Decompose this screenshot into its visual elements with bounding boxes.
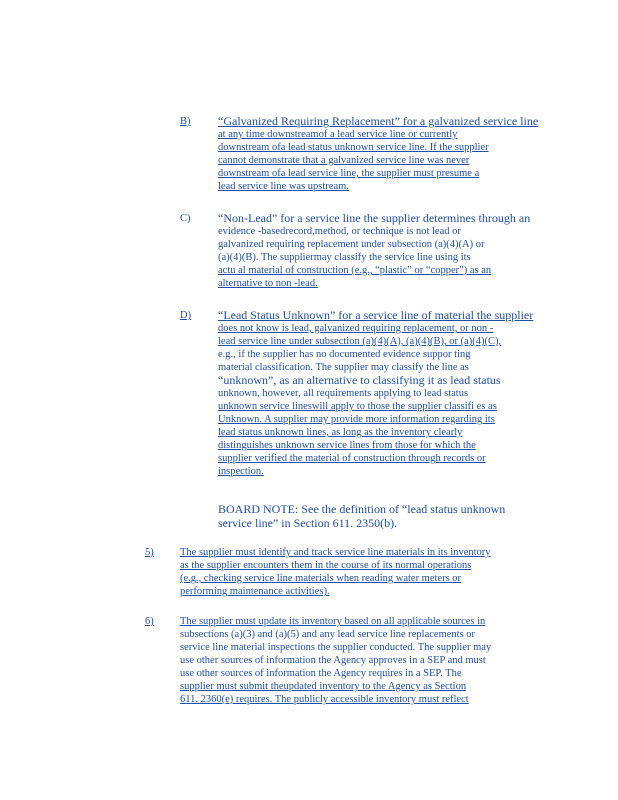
item-label-b: B) bbox=[180, 116, 191, 127]
item-d-line: Unknown. A supplier may provide more information regarding its bbox=[218, 414, 495, 425]
item-6-line: use other sources of information the Agency approves in a SEP and must bbox=[180, 655, 486, 666]
item-6-line: subsections (a)(3) and (a)(5) and any lead service line replacements or bbox=[180, 629, 476, 640]
item-c-line: alternative to non -lead. bbox=[218, 278, 318, 289]
item-6-line: 611. 2360(e) requires. The publicly accessible inventory must reflect bbox=[180, 694, 469, 705]
item-d-line: “unknown”, as an alternative to classifying it as lead status bbox=[218, 373, 501, 387]
item-d-text bbox=[218, 309, 540, 478]
item-c-line: “Non-Lead” for a service line the supplier determines through an bbox=[218, 211, 531, 225]
item-b-line: cannot demonstrate that a galvanized service line was never bbox=[218, 155, 470, 166]
item-6-line: supplier must submit theupdated inventory to the Agency as Section bbox=[180, 681, 467, 692]
item-5-text bbox=[180, 546, 542, 598]
item-d-line: material classification. The supplier may classify the line as bbox=[218, 362, 469, 373]
item-5-line: The supplier must identify and track service line materials in its inventory bbox=[180, 547, 491, 558]
item-5-line: (e.g., checking service line materials when reading water meters or bbox=[180, 573, 462, 584]
item-d-line: unknown, however, all requirements applying to lead status bbox=[218, 388, 469, 399]
item-label-5: 5) bbox=[145, 547, 154, 558]
item-d-line: “Lead Status Unknown” for a service line of material the supplier bbox=[218, 308, 534, 322]
item-5-line: performing maintenance activities). bbox=[180, 586, 330, 597]
item-b-line: downstream ofa lead service line, the supplier must presume a bbox=[218, 168, 480, 179]
item-c-line: evidence -basedrecord,method, or technique is not lead or bbox=[218, 226, 461, 237]
item-label-d: D) bbox=[180, 310, 192, 321]
item-b-line: at any time downstreamof a lead service line or currently bbox=[218, 129, 458, 140]
item-d-line: lead status unknown lines, as long as the inventory clearly bbox=[218, 427, 463, 438]
item-c-line: galvanized requiring replacement under subsection (a)(4)(A) or bbox=[218, 239, 485, 250]
item-b-text bbox=[218, 115, 540, 193]
item-label-c: C) bbox=[180, 213, 191, 224]
item-6-text bbox=[180, 615, 542, 706]
item-b-line: lead service line was upstream. bbox=[218, 181, 349, 192]
item-6-line: The supplier must update its inventory based on all applicable sources in bbox=[180, 616, 486, 627]
item-b-line: “Galvanized Requiring Replacement” for a galvanized service line bbox=[218, 114, 539, 128]
item-d-line: lead service line under subsection (a)(4)(A), (a)(4)(B), or (a)(4)(C), bbox=[218, 336, 502, 347]
item-label-6: 6) bbox=[145, 616, 154, 627]
item-c-line: (a)(4)(B). The suppliermay classify the service line using its bbox=[218, 252, 471, 263]
item-6-line: service line material inspections the supplier conducted. The supplier may bbox=[180, 642, 492, 653]
item-c-text bbox=[218, 212, 540, 290]
item-d-line: e.g., if the supplier has no documented evidence suppor ting bbox=[218, 349, 471, 360]
item-d-line: distinguishes unknown service lines from those for which the bbox=[218, 440, 476, 451]
item-d-line: inspection. bbox=[218, 466, 264, 477]
item-d-line: supplier verified the material of construction through records or bbox=[218, 453, 486, 464]
item-6-line: use other sources of information the Agency requires in a SEP. The bbox=[180, 668, 462, 679]
board-note bbox=[218, 502, 540, 530]
item-c-line: actu al material of construction (e.g., “plastic” or “copper”) as an bbox=[218, 265, 492, 276]
item-b-line: downstream ofa lead status unknown service line. If the supplier bbox=[218, 142, 489, 153]
board-note-line: BOARD NOTE: See the definition of “lead status unknown bbox=[218, 502, 506, 516]
item-5-line: as the supplier encounters them in the course of its normal operations bbox=[180, 560, 472, 571]
board-note-line: service line” in Section 611. 2350(b). bbox=[218, 516, 398, 530]
item-d-line: unknown service lineswill apply to those the supplier classifi es as bbox=[218, 401, 497, 412]
item-d-line: does not know is lead, galvanized requiring replacement, or non - bbox=[218, 323, 494, 334]
